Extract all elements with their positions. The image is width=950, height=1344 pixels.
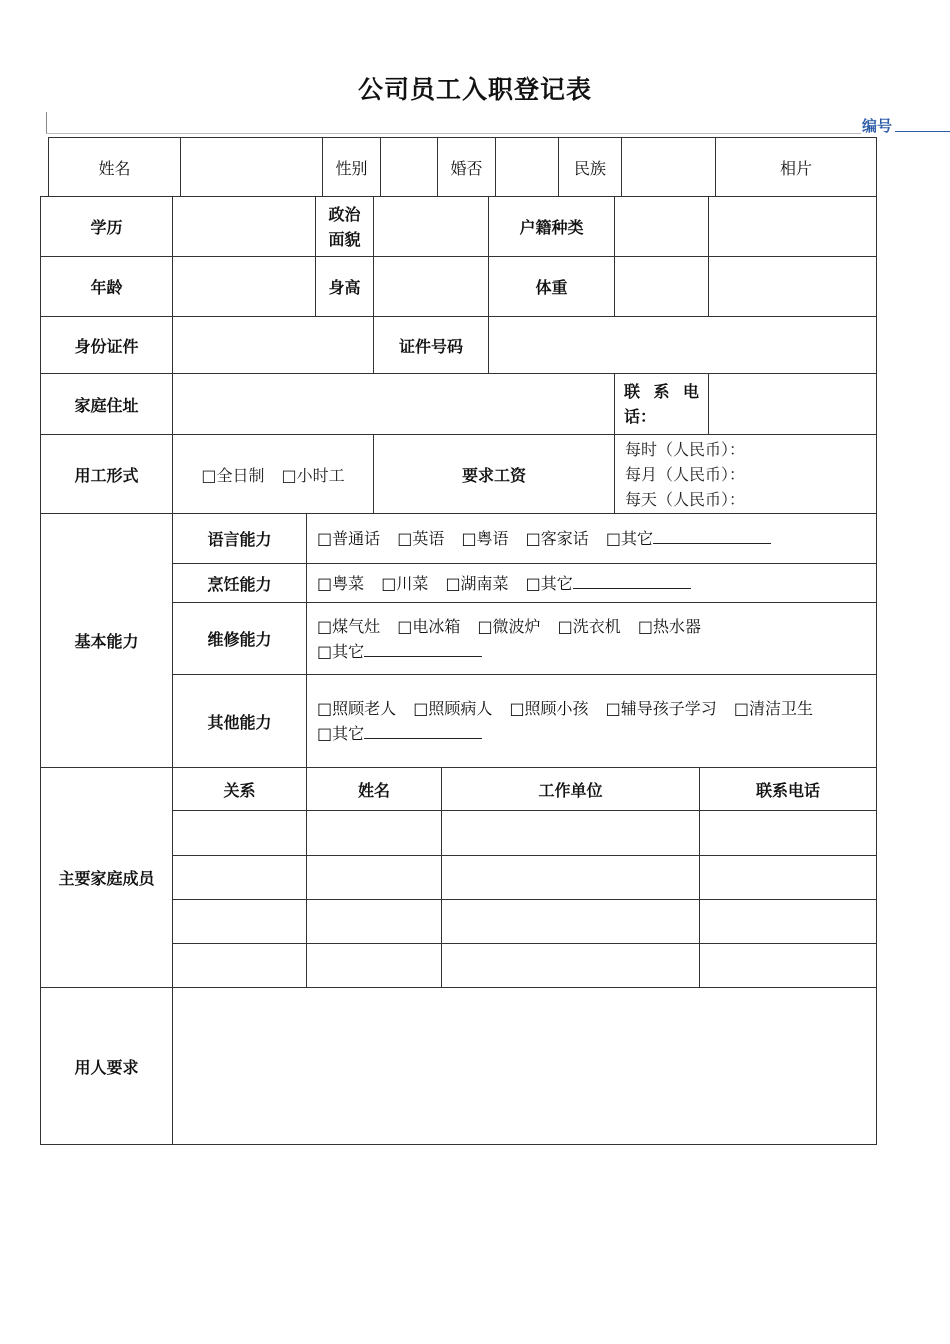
patient-care-checkbox[interactable]: □照顾病人 <box>413 699 493 718</box>
height-label: 身高 <box>316 257 374 317</box>
education-label: 学历 <box>41 197 173 257</box>
name-label: 姓名 <box>49 138 181 197</box>
photo-area-2[interactable] <box>709 257 877 317</box>
other-ability-options <box>307 675 877 768</box>
age-field[interactable] <box>173 257 316 317</box>
gender-field[interactable] <box>381 138 438 197</box>
ethnicity-field[interactable] <box>622 138 716 197</box>
family-relation-cell[interactable] <box>173 944 307 988</box>
full-time-checkbox[interactable]: □全日制 <box>201 465 265 485</box>
serial-number-field[interactable] <box>895 131 950 132</box>
cooking-other-checkbox[interactable]: □其它 <box>525 573 573 593</box>
page-title: 公司员工入职登记表 <box>357 75 592 104</box>
mandarin-checkbox[interactable]: □普通话 <box>317 529 381 548</box>
fridge-checkbox[interactable]: □电冰箱 <box>397 616 461 636</box>
cantonese-cuisine-checkbox[interactable]: □粤菜 <box>317 573 365 593</box>
personal-info-main <box>40 196 877 514</box>
family-header-phone: 联系电话 <box>700 768 877 811</box>
family-employer-cell[interactable] <box>442 944 700 988</box>
wage-label: 要求工资 <box>374 435 615 514</box>
wage-per-day: 每天（人民币）： <box>625 489 746 509</box>
tutoring-checkbox[interactable]: □辅导孩子学习 <box>605 699 717 718</box>
age-label: 年龄 <box>41 257 173 317</box>
id-number-field[interactable] <box>489 317 877 374</box>
other-ability-label: 其他能力 <box>173 675 307 768</box>
language-options <box>307 514 877 564</box>
personal-info-row1 <box>48 137 877 197</box>
hakka-checkbox[interactable]: □客家话 <box>525 529 589 548</box>
cantonese-checkbox[interactable]: □粤语 <box>461 529 509 548</box>
elderly-care-checkbox[interactable]: □照顾老人 <box>317 699 397 718</box>
language-ability-label: 语言能力 <box>173 514 307 564</box>
repair-other-checkbox[interactable]: □其它 <box>317 641 365 661</box>
weight-label: 体重 <box>489 257 615 317</box>
repair-other-blank[interactable] <box>364 642 482 657</box>
political-status-field[interactable] <box>374 197 489 257</box>
phone-field[interactable] <box>709 374 877 435</box>
marital-label: 婚否 <box>438 138 496 197</box>
cooking-ability-label: 烹饪能力 <box>173 564 307 603</box>
microwave-checkbox[interactable]: □微波炉 <box>477 616 541 636</box>
english-checkbox[interactable]: □英语 <box>397 529 445 548</box>
marital-field[interactable] <box>496 138 559 197</box>
id-number-label: 证件号码 <box>374 317 489 374</box>
family-phone-cell[interactable] <box>700 856 877 900</box>
address-label: 家庭住址 <box>41 374 173 435</box>
cooking-options <box>307 564 877 603</box>
gender-label: 性别 <box>323 138 381 197</box>
photo-label: 相片 <box>716 138 877 197</box>
hukou-type-field[interactable] <box>615 197 709 257</box>
hukou-type-label: 户籍种类 <box>489 197 615 257</box>
cleaning-checkbox[interactable]: □清洁卫生 <box>733 699 813 718</box>
family-employer-cell[interactable] <box>442 856 700 900</box>
family-employer-cell[interactable] <box>442 811 700 856</box>
name-field[interactable] <box>181 138 323 197</box>
washing-machine-checkbox[interactable]: □洗衣机 <box>557 616 621 636</box>
family-employer-cell[interactable] <box>442 900 700 944</box>
education-field[interactable] <box>173 197 316 257</box>
id-document-label: 身份证件 <box>41 317 173 374</box>
family-relation-cell[interactable] <box>173 856 307 900</box>
political-status-label: 政治 面貌 <box>316 197 374 257</box>
other-ability-blank[interactable] <box>364 724 482 739</box>
employment-type-label: 用工形式 <box>41 435 173 514</box>
address-field[interactable] <box>173 374 615 435</box>
height-field[interactable] <box>374 257 489 317</box>
hourly-checkbox[interactable]: □小时工 <box>281 465 345 485</box>
family-relation-cell[interactable] <box>173 811 307 856</box>
employment-type-options <box>173 435 374 514</box>
abilities-family-table <box>40 513 877 1145</box>
child-care-checkbox[interactable]: □照顾小孩 <box>509 699 589 718</box>
water-heater-checkbox[interactable]: □热水器 <box>637 616 701 636</box>
family-header-relation: 关系 <box>173 768 307 811</box>
family-name-cell[interactable] <box>307 856 442 900</box>
family-relation-cell[interactable] <box>173 900 307 944</box>
phone-label: 联 系 电 话： <box>615 374 709 435</box>
family-header-employer: 工作单位 <box>442 768 700 811</box>
wage-per-month: 每月（人民币）： <box>625 464 746 484</box>
family-name-cell[interactable] <box>307 811 442 856</box>
gas-stove-checkbox[interactable]: □煤气灶 <box>317 616 381 636</box>
family-name-cell[interactable] <box>307 944 442 988</box>
language-other-blank[interactable] <box>653 529 771 544</box>
family-phone-cell[interactable] <box>700 944 877 988</box>
family-header-name: 姓名 <box>307 768 442 811</box>
weight-field[interactable] <box>615 257 709 317</box>
family-members-label: 主要家庭成员 <box>41 768 173 988</box>
cooking-other-blank[interactable] <box>573 574 691 589</box>
family-name-cell[interactable] <box>307 900 442 944</box>
repair-options <box>307 603 877 675</box>
wage-per-hour: 每时（人民币）： <box>625 439 746 459</box>
id-document-field[interactable] <box>173 317 374 374</box>
basic-abilities-label: 基本能力 <box>41 514 173 768</box>
requirements-label: 用人要求 <box>41 988 173 1145</box>
wage-fields[interactable] <box>615 435 877 514</box>
language-other-checkbox[interactable]: □其它 <box>605 529 653 548</box>
hunan-cuisine-checkbox[interactable]: □湖南菜 <box>445 573 509 593</box>
photo-area[interactable] <box>709 197 877 257</box>
sichuan-cuisine-checkbox[interactable]: □川菜 <box>381 573 429 593</box>
serial-number-label: 编号 <box>862 117 893 135</box>
family-phone-cell[interactable] <box>700 900 877 944</box>
margin-guide-line <box>46 133 861 134</box>
other-ability-other-checkbox[interactable]: □其它 <box>317 724 365 743</box>
repair-ability-label: 维修能力 <box>173 603 307 675</box>
ethnicity-label: 民族 <box>559 138 622 197</box>
margin-marker <box>46 112 47 134</box>
requirements-field[interactable] <box>173 988 877 1145</box>
family-phone-cell[interactable] <box>700 811 877 856</box>
